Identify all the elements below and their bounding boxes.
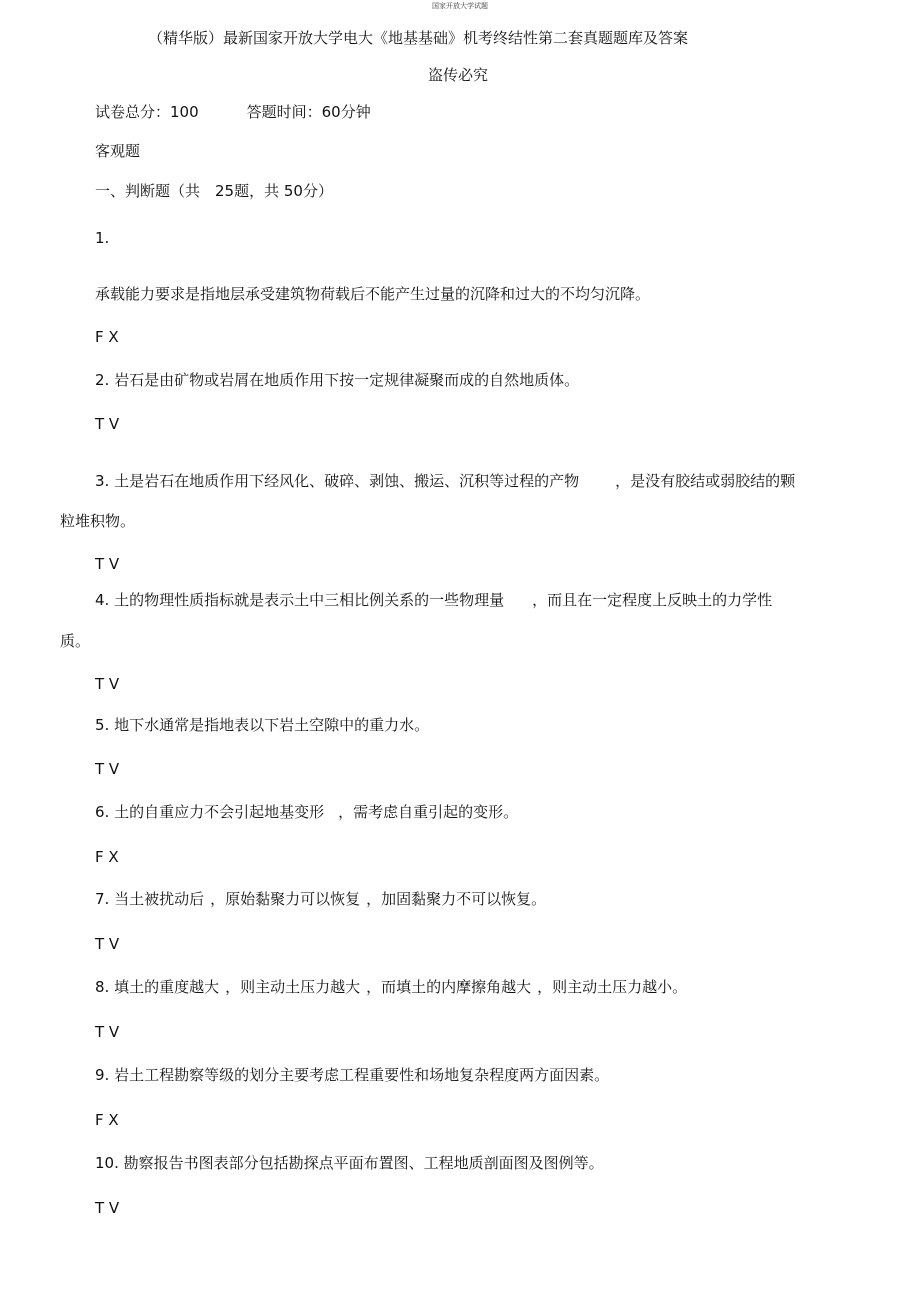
question-text-part: ，则主动土压力越小。 (537, 978, 688, 996)
question-text (95, 978, 687, 996)
question-answer: T V (95, 555, 120, 573)
question-text-part: 6. 土的自重应力不会引起地基变形 (95, 803, 325, 821)
question-text: 9. 岩土工程勘察等级的划分主要考虑工程重要性和场地复杂程度两方面因素。 (95, 1066, 610, 1084)
question-answer: T V (95, 935, 120, 953)
question-text (95, 803, 518, 821)
question-text-part: 3. 土是岩石在地质作用下经风化、破碎、剥蚀、搬运、沉积等过程的产物 (95, 472, 580, 490)
question-text-part: ，而填土的内摩擦角越大 (366, 978, 532, 996)
question-text-part: ，是没有胶结或弱胶结的颗 (615, 472, 796, 490)
question-text (95, 591, 772, 609)
question-text: 2. 岩石是由矿物或岩屑在地质作用下按一定规律凝聚而成的自然地质体。 (95, 371, 580, 389)
part-heading: 一、判断题（共 25题，共 50分） (95, 182, 333, 200)
question-answer: T V (95, 415, 120, 433)
question-text: 10. 勘察报告书图表部分包括勘探点平面布置图、工程地质剖面图及图例等。 (95, 1154, 604, 1172)
exam-meta (95, 103, 371, 121)
page-header: 国家开放大学试题 (432, 2, 488, 10)
question-number: 1. (95, 229, 110, 247)
question-text-part: ，而且在一定程度上反映土的力学性 (532, 591, 773, 609)
question-text-part: 4. 土的物理性质指标就是表示土中三相比例关系的一些物理量 (95, 591, 505, 609)
question-text-continued: 粒堆积物。 (60, 512, 136, 530)
question-answer: T V (95, 760, 120, 778)
question-answer: F X (95, 328, 119, 346)
document-title: （精华版）最新国家开放大学电大《地基基础》机考终结性第二套真题题库及答案 (148, 29, 689, 47)
question-text (95, 472, 795, 490)
total-score: 试卷总分：100 (95, 103, 199, 121)
question-text (95, 890, 546, 908)
question-text-part: ，加固黏聚力不可以恢复。 (366, 890, 547, 908)
question-text-part: ，原始黏聚力可以恢复 (210, 890, 361, 908)
question-text: 5. 地下水通常是指地表以下岩土空隙中的重力水。 (95, 716, 430, 734)
document-subtitle: 盗传必究 (428, 66, 489, 84)
question-answer: T V (95, 675, 120, 693)
question-text-continued: 质。 (60, 632, 91, 650)
question-answer: F X (95, 848, 119, 866)
question-text-part: 8. 填土的重度越大 (95, 978, 220, 996)
question-answer: F X (95, 1111, 119, 1129)
question-answer: T V (95, 1023, 120, 1041)
question-text-part: ，需考虑自重引起的变形。 (338, 803, 519, 821)
question-answer: T V (95, 1199, 120, 1217)
question-text-part: 7. 当土被扰动后 (95, 890, 205, 908)
question-text-part: ，则主动土压力越大 (225, 978, 361, 996)
exam-time: 答题时间：60分钟 (246, 103, 371, 121)
question-text: 承载能力要求是指地层承受建筑物荷载后不能产生过量的沉降和过大的不均匀沉降。 (95, 285, 651, 303)
section-heading: 客观题 (95, 142, 141, 160)
